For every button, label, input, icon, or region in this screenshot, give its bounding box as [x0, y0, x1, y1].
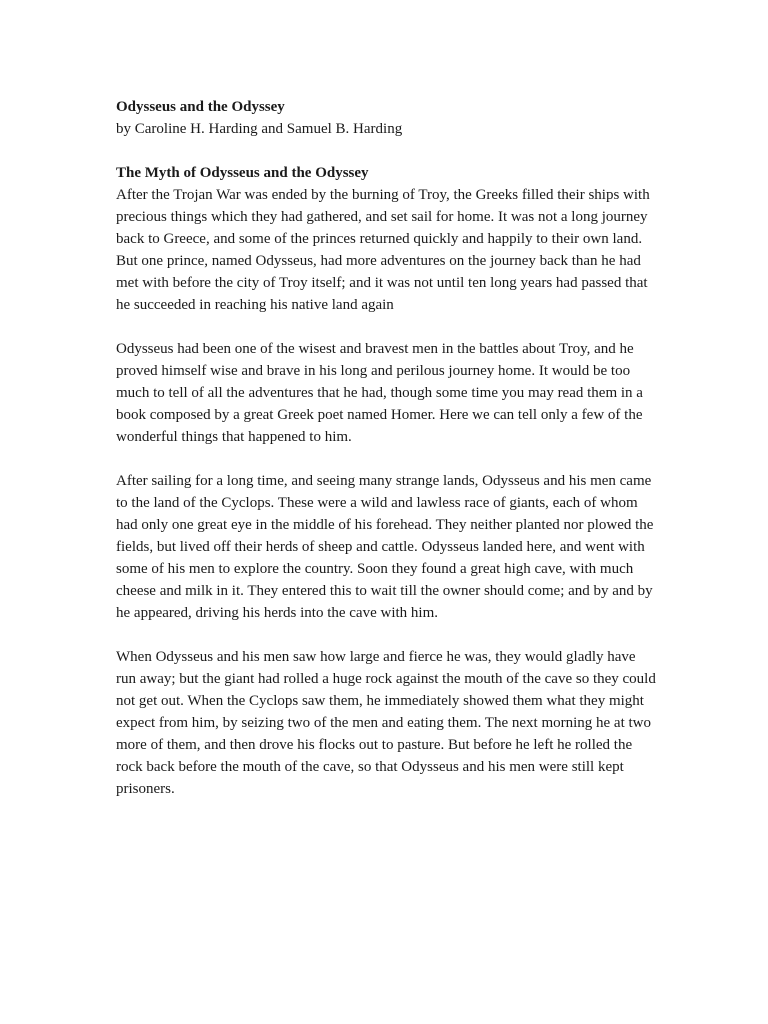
- paragraph-2: Odysseus had been one of the wisest and bravest men in the battles about Troy, and he proved himself wise and brave in his long and perilous journey home. It would be too much to tell of all the adventures that he had, though some time you may read them in a book composed by a great Greek poet named Homer. Here we can tell only a few of the wonderful things that happened to him.: [116, 341, 643, 445]
- paragraph-4: When Odysseus and his men saw how large and fierce he was, they would gladly have run away; but the giant had rolled a huge rock against the mouth of the cave so they could not get out. When the Cyclops saw them, he immediately showed them what they might expect from him, by seizing two of the men and eating them. The next morning he at two more of them, and then drove his flocks out to pasture. But before he left he rolled the rock back before the mouth of the cave, so that Odysseus and his men were still kept prisoners.: [116, 649, 656, 797]
- document-byline: by Caroline H. Harding and Samuel B. Harding: [116, 121, 403, 137]
- section-title: The Myth of Odysseus and the Odyssey: [116, 165, 369, 181]
- paragraph-3: After sailing for a long time, and seeing many strange lands, Odysseus and his men came to the land of the Cyclops. These were a wild and lawless race of giants, each of whom had only one great eye in the middle of his forehead. They neither planted nor plowed the fields, but lived off their herds of sheep and cattle. Odysseus landed here, and went with some of his men to explore the country. Soon they found a great high cave, with much cheese and milk in it. They entered this to wait till the owner should come; and by and by he appeared, driving his herds into the cave with him.: [116, 473, 654, 621]
- document-title: Odysseus and the Odyssey: [116, 99, 285, 115]
- paragraph-1: After the Trojan War was ended by the burning of Troy, the Greeks filled their ships with precious things which they had gathered, and set sail for home. It was not a long journey back to Greece, and some of the princes returned quickly and happily to their own land. But one prince, named Odysseus, had more adventures on the journey back than he had met with before the city of Troy itself; and it was not until ten long years had passed that he succeeded in reaching his native land again: [116, 187, 650, 313]
- document-page: [116, 96, 656, 800]
